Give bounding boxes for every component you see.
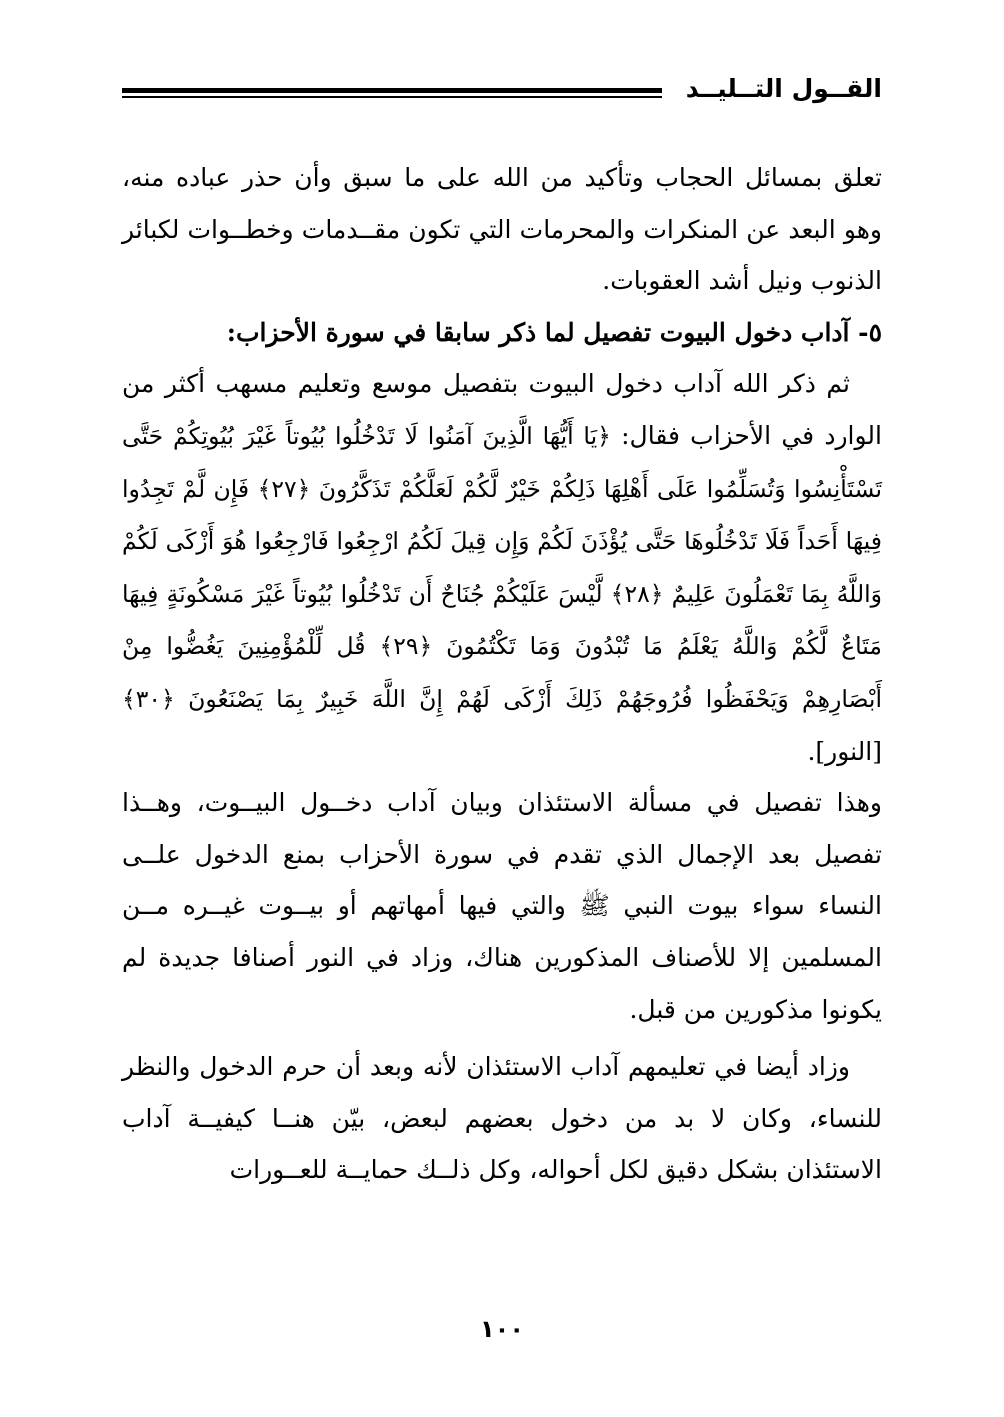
header-rule-thin: [122, 96, 662, 98]
surah-citation: [النور].: [807, 736, 882, 766]
book-title: القــول التــليــد: [685, 74, 882, 103]
paragraph-quran-intro: [122, 358, 882, 777]
running-header: [122, 70, 882, 110]
page-number: ١٠٠: [480, 1315, 524, 1343]
paragraph-explanation: وهذا تفصيل في مسألة الاستئذان وبيان آداب دخــول البيــوت، وهــذا تفصيل بعد الإجمال الذي تقدم في سورة الأحزاب بمنع الدخول علــى النساء سواء بيوت النبي ﷺ والتي فيها أمهاتهم أو بيــوت غيــره مــن المسلمين إلا للأصناف المذكورين هناك، وزاد في النور أصنافا جديدة لم يكونوا مذكورين من قبل.: [122, 788, 883, 1024]
header-rule: [122, 88, 662, 98]
page-body: [122, 152, 882, 1196]
intro-text: ثم ذكر الله آداب دخول البيوت بتفصيل موسع وتعليم مسهب أكثر من الوارد في الأحزاب فقال:: [122, 369, 882, 450]
header-rule-thick: [122, 88, 662, 93]
paragraph-istidhan: وزاد أيضا في تعليمهم آداب الاستئذان لأنه وبعد أن حرم الدخول والنظر للنساء، وكان لا بد من دخول بعضهم لبعض، بيّن هنــا كيفيــة آداب الاستئذان بشكل دقيق لكل أحواله، وكل ذلــك حمايــة للعــورات: [122, 1052, 882, 1185]
section-heading: ٥- آداب دخول البيوت تفصيل لما ذكر سابقا في سورة الأحزاب:: [226, 317, 882, 347]
quran-verses: ﴿يَا أَيُّهَا الَّذِينَ آمَنُوا لَا تَدْخُلُوا بُيُوتاً غَيْرَ بُيُوتِكُمْ حَتَّى تَسْتَأْنِسُوا وَتُسَلِّمُوا عَلَى أَهْلِهَا ذَلِكُمْ خَيْرٌ لَّكُمْ لَعَلَّكُمْ تَذَكَّرُونَ ﴿٢٧﴾ فَإِن لَّمْ تَجِدُوا فِيهَا أَحَداً فَلَا تَدْخُلُوهَا حَتَّى يُؤْذَنَ لَكُمْ وَإِن قِيلَ لَكُمُ ارْجِعُوا فَارْجِعُوا هُوَ أَزْكَى لَكُمْ وَاللَّهُ بِمَا تَعْمَلُونَ عَلِيمٌ ﴿٢٨﴾ لَّيْسَ عَلَيْكُمْ جُنَاحٌ أَن تَدْخُلُوا بُيُوتاً غَيْرَ مَسْكُونَةٍ فِيهَا مَتَاعٌ لَّكُمْ وَاللَّهُ يَعْلَمُ مَا تُبْدُونَ وَمَا تَكْتُمُونَ ﴿٢٩﴾ قُل لِّلْمُؤْمِنِينَ يَغُضُّوا مِنْ أَبْصَارِهِمْ وَيَحْفَظُوا فُرُوجَهُمْ ذَلِكَ أَزْكَى لَهُمْ إِنَّ اللَّهَ خَبِيرٌ بِمَا يَصْنَعُونَ ﴿٣٠﴾: [122, 421, 882, 713]
paragraph-continuation: تعلق بمسائل الحجاب وتأكيد من الله على ما سبق وأن حذر عباده منه، وهو البعد عن المنكرات والمحرمات التي تكون مقــدمات وخطــوات لكبائر الذنوب ونيل أشد العقوبات.: [122, 163, 882, 296]
